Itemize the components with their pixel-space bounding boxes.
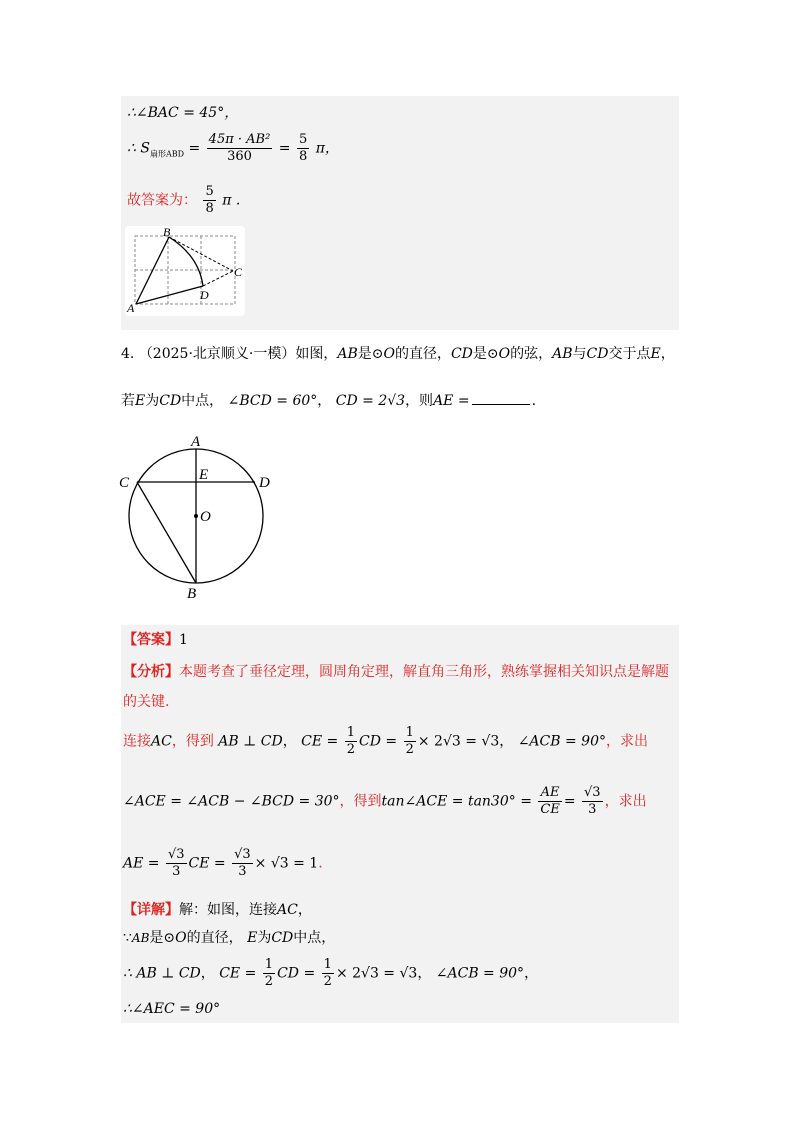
because-symbol: ∵ bbox=[123, 930, 132, 946]
detail-text: 解：如图，连接 bbox=[179, 902, 277, 918]
answer-line bbox=[123, 629, 188, 649]
pi-tail: π， bbox=[315, 140, 339, 157]
label-e: E bbox=[199, 467, 209, 483]
fraction-denominator: 2 bbox=[346, 742, 355, 757]
ce-expression: CE = bbox=[219, 965, 257, 982]
equals-sign: = bbox=[188, 140, 201, 157]
question-line-2: 若E为CD中点， ∠BCD = 60°， CD = 2√3，则AE = . bbox=[121, 393, 537, 409]
point-e: E bbox=[247, 930, 258, 946]
segment-cd: CD bbox=[450, 346, 473, 362]
ae-ce-fraction bbox=[538, 785, 561, 818]
sqrt3-fraction bbox=[166, 847, 187, 880]
fraction-numerator: 1 bbox=[323, 957, 332, 972]
times-expression: × √3 = 1 bbox=[254, 855, 319, 872]
ce-expression: CE = bbox=[188, 855, 226, 872]
analysis-line-3: 连接AC，得到 AB ⊥ CD， CE = $\frac{1}{2}$ CD = $\frac{1}{2}$ × 2√3 = √3， ∠ACB = 90°，求出 bbox=[123, 725, 648, 757]
angle-bcd: ∠BCD = 60° bbox=[227, 393, 318, 409]
half-fraction bbox=[263, 957, 275, 990]
question-text: 的直径， bbox=[394, 346, 451, 362]
half-fraction bbox=[345, 725, 357, 758]
fraction-numerator: 5 bbox=[205, 184, 214, 199]
fraction-denominator: 3 bbox=[588, 802, 597, 817]
question-text: 与 bbox=[572, 346, 587, 362]
previous-answer-line bbox=[127, 184, 240, 217]
detail-line-3: ∴ AB ⊥ CD， CE = $\frac{1}{2}$ CD = $\frac{1}{2}$ × 2√3 = √3， ∠ACB = 90°， bbox=[123, 957, 539, 989]
ae-expression: AE = bbox=[123, 855, 160, 872]
detail-line-2 bbox=[123, 927, 335, 947]
question-text: 交于点 bbox=[608, 346, 651, 362]
analysis-line-5 bbox=[123, 847, 323, 880]
question-text: 中点， bbox=[181, 393, 224, 409]
fraction-denominator: CE bbox=[540, 802, 560, 817]
tan-expression: tan∠ACE = tan30° = bbox=[381, 793, 532, 810]
cd-expression: CD = bbox=[359, 733, 398, 750]
fraction-numerator: 1 bbox=[346, 725, 355, 740]
fraction-denominator: 3 bbox=[238, 864, 247, 879]
fraction-numerator: 45π · AB² bbox=[208, 132, 271, 147]
solution-box bbox=[121, 625, 679, 1023]
perp-expression: AB ⊥ CD bbox=[218, 733, 283, 750]
angle-bac-text: ∴∠BAC = 45°， bbox=[127, 105, 239, 121]
segment-ab: AB bbox=[337, 346, 358, 362]
equals-sign: = bbox=[278, 140, 291, 157]
segment-ac: AC bbox=[277, 902, 298, 918]
question-text: 为 bbox=[145, 393, 160, 409]
segment-ab: AB bbox=[552, 346, 573, 362]
detail-tag: 【详解】 bbox=[123, 902, 179, 918]
label-a: A bbox=[191, 434, 201, 450]
label-b: B bbox=[187, 586, 197, 602]
sector-subscript: 扇形ABD bbox=[149, 149, 185, 159]
question-text: . bbox=[531, 393, 537, 409]
fraction-denominator: 360 bbox=[227, 149, 252, 164]
ae-expression: AE = bbox=[433, 393, 470, 409]
solution-line-sector-area bbox=[127, 132, 339, 165]
label-b: B bbox=[163, 226, 171, 239]
fraction-denominator: 3 bbox=[172, 864, 181, 879]
detail-line-4 bbox=[123, 1001, 220, 1017]
fraction-numerator: 1 bbox=[264, 957, 274, 972]
fraction-numerator: √3 bbox=[167, 847, 185, 862]
question-text: 是 bbox=[472, 346, 487, 362]
angle-acb: ∠ACB = 90° bbox=[517, 733, 606, 750]
label-o: O bbox=[200, 509, 211, 525]
label-c: C bbox=[119, 475, 130, 491]
point-e: E bbox=[650, 346, 661, 362]
perp-expression: ∴ AB ⊥ CD bbox=[123, 965, 201, 982]
fraction-denominator: 2 bbox=[405, 742, 414, 757]
label-d: D bbox=[259, 475, 270, 491]
analysis-text: . bbox=[318, 855, 323, 872]
angle-acb: ∠ACB = 90° bbox=[435, 965, 525, 982]
detail-text: 是 bbox=[149, 930, 164, 946]
fraction-numerator: √3 bbox=[584, 785, 601, 800]
fraction-denominator: 8 bbox=[298, 149, 308, 164]
analysis-text: 本题考查了垂径定理，圆周角定理，解直角三角形，熟练掌握相关知识点是解题 bbox=[179, 664, 669, 680]
sector-fraction bbox=[207, 132, 273, 165]
question-text: 若 bbox=[121, 393, 135, 409]
detail-text: 中点， bbox=[293, 930, 336, 946]
detail-text: ， bbox=[297, 902, 312, 918]
times-expression: × 2√3 = √3 bbox=[417, 733, 500, 750]
segment-cd: CD bbox=[159, 393, 182, 409]
question-source: （2025·北京顺义·一模） bbox=[138, 346, 296, 362]
fraction-denominator: 2 bbox=[264, 974, 274, 989]
segment-ab: AB bbox=[131, 931, 150, 945]
circle-o: ⊙O bbox=[486, 346, 511, 362]
question-text: ， bbox=[660, 346, 675, 362]
result-fraction bbox=[297, 132, 309, 165]
analysis-text: ，求出 bbox=[604, 793, 647, 810]
question-line-1 bbox=[121, 343, 675, 363]
previous-solution-box bbox=[121, 96, 679, 330]
half-fraction bbox=[322, 957, 334, 990]
sqrt3-fraction bbox=[232, 847, 253, 880]
equals-sign: = bbox=[563, 793, 576, 810]
label-a: A bbox=[127, 301, 135, 315]
half-fraction bbox=[404, 725, 416, 758]
sqrt3-fraction bbox=[582, 785, 603, 818]
circle-o: ⊙O bbox=[163, 930, 187, 946]
solution-line-bac bbox=[127, 102, 238, 122]
fraction-numerator: 5 bbox=[298, 132, 308, 147]
fraction-denominator: 2 bbox=[323, 974, 332, 989]
angle-ace-expression: ∠ACE = ∠ACB − ∠BCD = 30° bbox=[123, 793, 340, 810]
cd-expression: CD = bbox=[277, 965, 316, 982]
fraction-numerator: AE bbox=[538, 785, 561, 802]
answer-label: 故答案为： bbox=[127, 192, 197, 209]
fraction-numerator: 1 bbox=[405, 725, 414, 740]
detail-text: 的直径， bbox=[186, 930, 243, 946]
analysis-text: ，求出 bbox=[605, 733, 648, 750]
circle-diagram bbox=[115, 430, 285, 605]
point-e: E bbox=[135, 393, 146, 409]
answer-fraction bbox=[203, 184, 215, 217]
sector-area-symbol: ∴ S bbox=[127, 140, 150, 157]
ce-expression: CE = bbox=[301, 733, 339, 750]
detail-text: 为 bbox=[257, 930, 272, 946]
cd-value: CD = 2√3 bbox=[335, 393, 406, 409]
analysis-line-2 bbox=[123, 691, 169, 711]
answer-value: 1 bbox=[179, 632, 188, 648]
fraction-denominator: 8 bbox=[205, 201, 214, 216]
detail-line-1 bbox=[123, 899, 312, 919]
segment-ac: AC bbox=[151, 733, 172, 750]
segment-cd: CD bbox=[271, 930, 294, 946]
question-text: 的弦， bbox=[510, 346, 553, 362]
times-expression: × 2√3 = √3 bbox=[335, 965, 418, 982]
figure-sector-diagram bbox=[125, 226, 245, 316]
question-text: ，则 bbox=[405, 393, 434, 409]
label-d: D bbox=[200, 288, 209, 302]
answer-tag: 【答案】 bbox=[123, 632, 179, 648]
answer-tail: π . bbox=[222, 192, 241, 209]
question-number: 4. bbox=[121, 346, 135, 362]
question-text: 如图， bbox=[295, 346, 338, 362]
segment-cd: CD bbox=[586, 346, 609, 362]
fraction-numerator: √3 bbox=[234, 847, 251, 862]
answer-blank[interactable] bbox=[472, 404, 530, 405]
label-c: C bbox=[234, 265, 243, 279]
analysis-line-1 bbox=[123, 661, 669, 681]
analysis-text: 连接 bbox=[123, 733, 151, 750]
sector-diagram-svg bbox=[125, 226, 245, 316]
analysis-text: ，得到 bbox=[339, 793, 382, 810]
analysis-text: ，得到 bbox=[171, 733, 214, 750]
analysis-line-4 bbox=[123, 785, 647, 818]
angle-aec: ∴∠AEC = 90° bbox=[123, 1001, 221, 1017]
question-text: 是 bbox=[357, 346, 372, 362]
analysis-text: 的关键. bbox=[123, 694, 170, 710]
analysis-tag: 【分析】 bbox=[123, 664, 179, 680]
circle-o: ⊙O bbox=[371, 346, 395, 362]
